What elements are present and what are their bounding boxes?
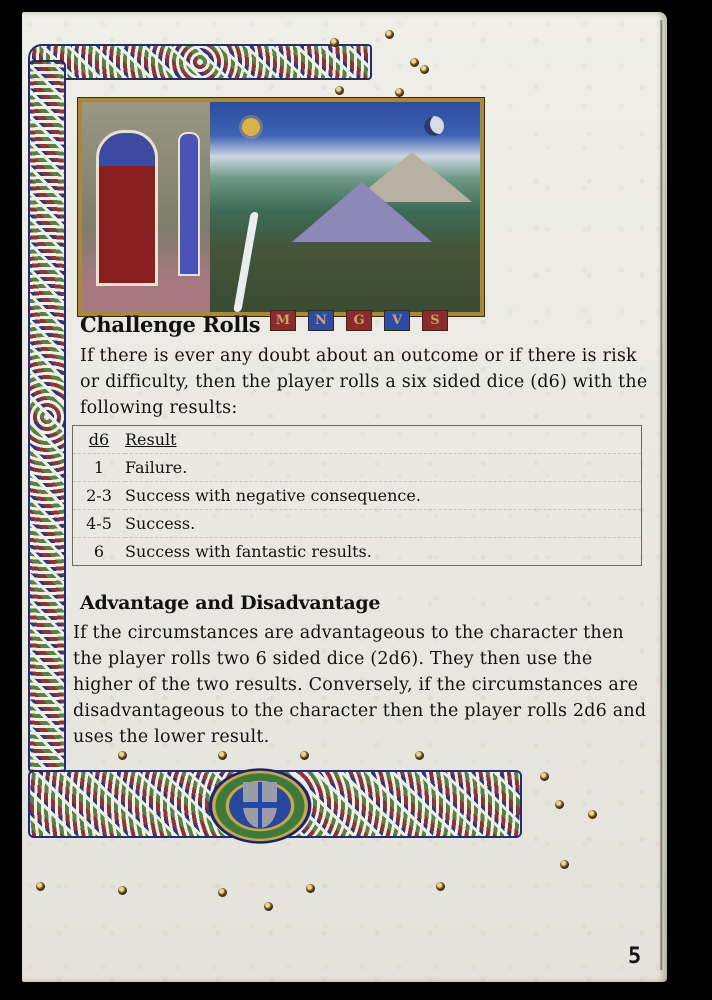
table-row	[73, 454, 642, 482]
top-vine-border	[28, 44, 372, 80]
gold-sprig-icon	[588, 810, 597, 819]
illuminated-miniature	[78, 98, 484, 316]
letter-tiles	[270, 310, 448, 331]
gold-sprig-icon	[36, 882, 45, 891]
scholar-doorway	[96, 130, 158, 286]
gold-sprig-icon	[420, 65, 429, 74]
table-row	[73, 510, 642, 538]
table-row	[73, 482, 642, 510]
gold-sprig-icon	[118, 751, 127, 760]
roll-value: 6	[93, 542, 105, 561]
letter-tile: N	[308, 310, 334, 331]
gold-sprig-icon	[264, 902, 273, 911]
advantage-body: If the circumstances are advantageous to the character then the player rolls two 6 sided dice (2d6). They then use the higher of the two results. Conversely, if the circumstances are disadvantageous to the character then the player rolls 2d6 and uses the lower result.	[73, 623, 647, 747]
d6-results-table	[72, 425, 642, 566]
gold-sprig-icon	[415, 751, 424, 760]
gold-sprig-icon	[118, 886, 127, 895]
arched-window	[178, 132, 200, 276]
gold-sprig-icon	[395, 88, 404, 97]
gold-sprig-icon	[560, 860, 569, 869]
column-header-result: Result	[125, 426, 642, 454]
gold-sprig-icon	[335, 86, 344, 95]
gold-sprig-icon	[436, 882, 445, 891]
table-header-row	[73, 426, 642, 454]
result-text: Success.	[125, 510, 642, 538]
mountain-icon	[292, 182, 432, 242]
roll-value: 4-5	[73, 510, 126, 538]
moon-icon	[424, 116, 444, 136]
section-title-advantage: Advantage and Disadvantage	[80, 592, 381, 614]
letter-tile: S	[422, 310, 448, 331]
result-text: Failure.	[125, 454, 642, 482]
table-row	[73, 538, 642, 566]
letter-tile: G	[346, 310, 372, 331]
gold-sprig-icon	[555, 800, 564, 809]
column-header-d6: d6	[73, 426, 126, 454]
gold-sprig-icon	[330, 38, 339, 47]
letter-tile: V	[384, 310, 410, 331]
gold-sprig-icon	[300, 751, 309, 760]
study-architecture	[82, 102, 210, 312]
river-shape	[233, 212, 259, 312]
section-title-challenge-rolls: Challenge Rolls	[80, 312, 261, 337]
page-edge	[660, 20, 663, 970]
page-number: 5	[628, 944, 642, 969]
gold-sprig-icon	[306, 884, 315, 893]
gold-sprig-icon	[218, 888, 227, 897]
gold-sprig-icon	[218, 751, 227, 760]
result-text: Success with negative consequence.	[125, 482, 642, 510]
heraldic-shield-icon	[243, 782, 277, 828]
left-vine-border	[28, 60, 66, 774]
gold-sprig-icon	[540, 772, 549, 781]
roll-value: 1	[73, 454, 126, 482]
letter-tile: M	[270, 310, 296, 331]
sun-icon	[242, 118, 260, 136]
roll-value: 2-3	[73, 482, 126, 510]
result-text: Success with fantastic results.	[125, 542, 372, 561]
gold-sprig-icon	[385, 30, 394, 39]
challenge-rolls-intro: If there is ever any doubt about an outcome or if there is risk or difficulty, then the player rolls a six sided dice (d6) with the following results:	[80, 346, 648, 418]
gold-sprig-icon	[410, 58, 419, 67]
